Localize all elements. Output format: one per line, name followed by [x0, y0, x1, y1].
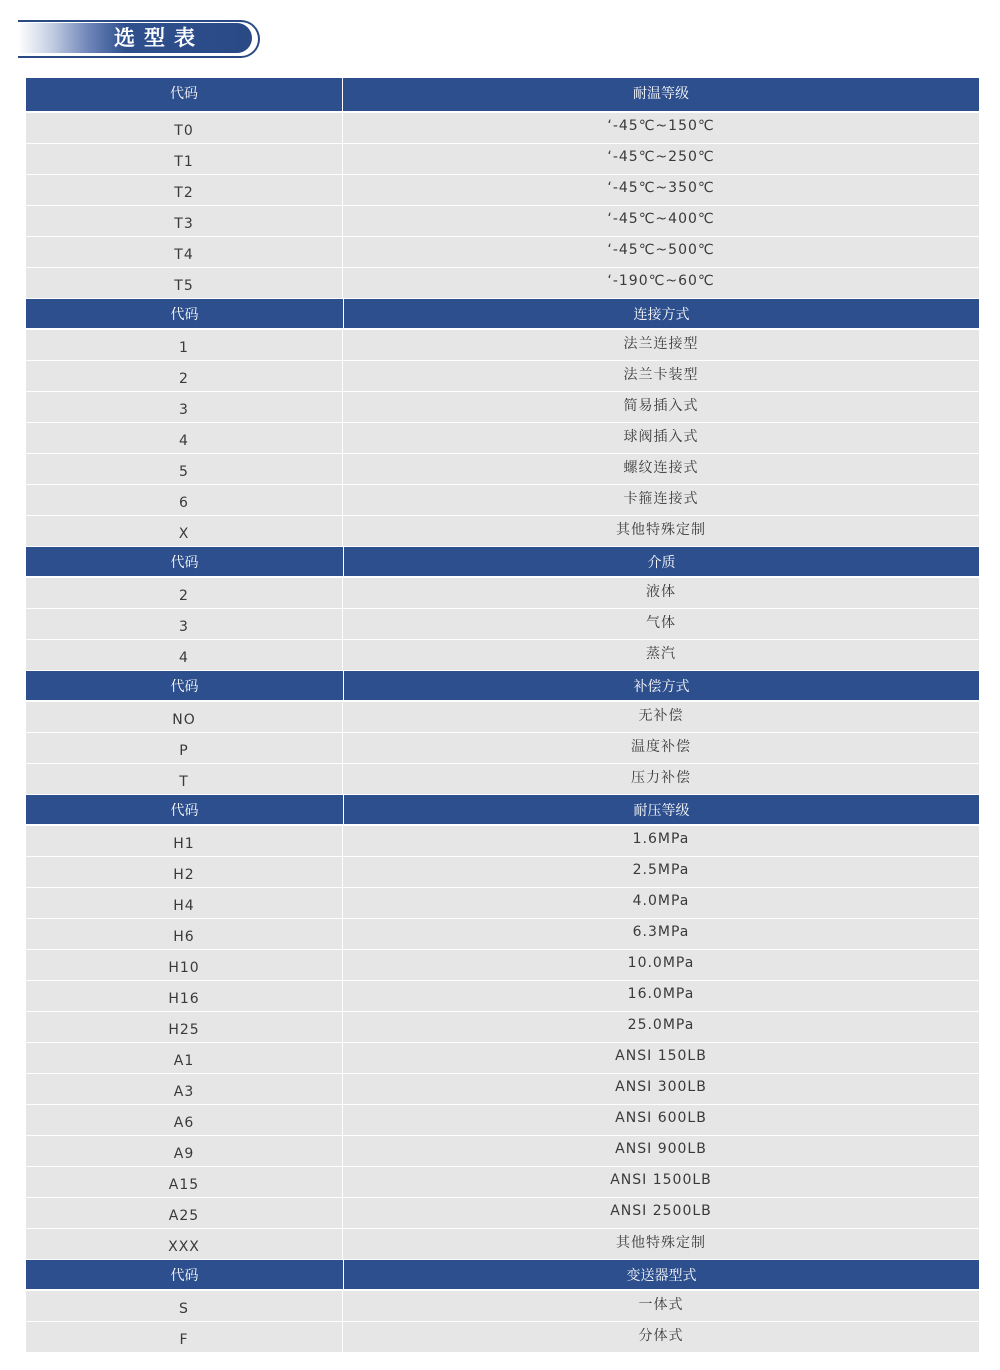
- table-row: [26, 1105, 979, 1135]
- row-value: 4.0MPa: [632, 893, 690, 909]
- row-value: 法兰连接型: [623, 336, 699, 352]
- row-code: H4: [26, 888, 343, 918]
- table-row: [26, 1229, 979, 1259]
- row-value: ‘-45℃~250℃: [607, 149, 715, 165]
- row-code: F: [26, 1322, 343, 1352]
- section-header: [26, 547, 979, 576]
- row-value: 气体: [646, 615, 676, 631]
- row-value: ‘-45℃~350℃: [607, 180, 715, 196]
- table-row: [26, 392, 979, 422]
- row-value: ANSI 600LB: [615, 1110, 707, 1126]
- row-code: H6: [26, 919, 343, 949]
- row-value: 球阀插入式: [623, 429, 699, 445]
- header-category-label: 变送器型式: [626, 1267, 697, 1284]
- row-value: 螺纹连接式: [623, 460, 699, 476]
- table-row: [26, 640, 979, 670]
- table-row: [26, 888, 979, 918]
- row-code: 5: [26, 454, 343, 484]
- row-value: 1.6MPa: [632, 831, 690, 847]
- row-value: 蒸汽: [646, 646, 676, 662]
- row-value: ‘-45℃~500℃: [607, 242, 715, 258]
- table-row: [26, 702, 979, 732]
- row-code: A6: [26, 1105, 343, 1135]
- table-row: [26, 175, 979, 205]
- row-value: 液体: [646, 584, 676, 600]
- row-code: NO: [26, 702, 343, 732]
- header-category-label: 补偿方式: [633, 678, 690, 695]
- row-code: S: [26, 1291, 343, 1321]
- table-row: [26, 423, 979, 453]
- table-row: [26, 1043, 979, 1073]
- row-value: ANSI 300LB: [615, 1079, 707, 1095]
- table-row: [26, 1198, 979, 1228]
- section-header: [26, 671, 979, 700]
- section-header: [26, 1260, 979, 1289]
- section-header: [26, 78, 979, 111]
- row-code: T1: [26, 144, 343, 174]
- table-row: [26, 516, 979, 546]
- row-code: H25: [26, 1012, 343, 1042]
- page-title: 选型表: [114, 26, 204, 50]
- header-category-label: 连接方式: [633, 306, 690, 323]
- row-code: T5: [26, 268, 343, 298]
- table-row: [26, 578, 979, 608]
- table-row: [26, 919, 979, 949]
- table-row: [26, 950, 979, 980]
- row-code: A1: [26, 1043, 343, 1073]
- table-row: [26, 1012, 979, 1042]
- row-value: ANSI 1500LB: [610, 1172, 712, 1188]
- title-banner: [18, 20, 262, 58]
- row-code: A9: [26, 1136, 343, 1166]
- section-header: [26, 795, 979, 824]
- row-value: 卡箍连接式: [623, 491, 699, 507]
- row-value: 分体式: [638, 1328, 684, 1344]
- row-code: P: [26, 733, 343, 763]
- row-value: ‘-45℃~400℃: [607, 211, 715, 227]
- row-value: 其他特殊定制: [616, 1235, 706, 1251]
- row-value: 温度补偿: [631, 739, 691, 755]
- row-code: 2: [26, 361, 343, 391]
- header-category-label: 耐温等级: [633, 86, 689, 102]
- row-value: 简易插入式: [623, 398, 699, 414]
- header-category-label: 介质: [647, 554, 676, 571]
- row-code: H2: [26, 857, 343, 887]
- row-value: 2.5MPa: [632, 862, 690, 878]
- table-row: [26, 1291, 979, 1321]
- row-code: T3: [26, 206, 343, 236]
- row-value: 10.0MPa: [627, 955, 695, 971]
- row-value: 16.0MPa: [627, 986, 695, 1002]
- row-code: 1: [26, 330, 343, 360]
- row-value: 法兰卡装型: [623, 367, 699, 383]
- row-code: T0: [26, 113, 343, 143]
- row-code: T2: [26, 175, 343, 205]
- table-row: [26, 454, 979, 484]
- row-code: T: [26, 764, 343, 794]
- row-code: 4: [26, 640, 343, 670]
- row-code: H10: [26, 950, 343, 980]
- table-row: [26, 733, 979, 763]
- table-row: [26, 1322, 979, 1352]
- row-code: 6: [26, 485, 343, 515]
- row-value: ANSI 150LB: [615, 1048, 707, 1064]
- row-code: H1: [26, 826, 343, 856]
- header-code-label: 代码: [26, 1260, 344, 1289]
- row-value: ‘-45℃~150℃: [607, 118, 715, 134]
- row-value: 25.0MPa: [627, 1017, 695, 1033]
- row-value: 压力补偿: [631, 770, 691, 786]
- table-row: [26, 206, 979, 236]
- table-row: [26, 609, 979, 639]
- header-code-label: 代码: [26, 299, 344, 328]
- table-row: [26, 1167, 979, 1197]
- table-row: [26, 857, 979, 887]
- row-code: T4: [26, 237, 343, 267]
- table-row: [26, 485, 979, 515]
- row-value: 6.3MPa: [632, 924, 690, 940]
- row-code: A25: [26, 1198, 343, 1228]
- table-row: [26, 981, 979, 1011]
- row-code: 2: [26, 578, 343, 608]
- row-code: A3: [26, 1074, 343, 1104]
- table-row: [26, 237, 979, 267]
- table-row: [26, 764, 979, 794]
- row-value: ANSI 2500LB: [610, 1203, 712, 1219]
- row-value: 无补偿: [638, 708, 684, 724]
- section-header: [26, 299, 979, 328]
- table-row: [26, 330, 979, 360]
- table-row: [26, 113, 979, 143]
- table-row: [26, 268, 979, 298]
- header-category-label: 耐压等级: [633, 802, 690, 819]
- row-value: 其他特殊定制: [616, 522, 706, 538]
- row-code: 4: [26, 423, 343, 453]
- row-code: 3: [26, 609, 343, 639]
- row-value: 一体式: [638, 1297, 684, 1313]
- row-code: H16: [26, 981, 343, 1011]
- header-code-label: 代码: [26, 795, 344, 824]
- table-row: [26, 1136, 979, 1166]
- header-code-label: 代码: [26, 671, 344, 700]
- header-code-label: 代码: [26, 547, 344, 576]
- row-value: ‘-190℃~60℃: [607, 273, 715, 289]
- table-row: [26, 1074, 979, 1104]
- row-code: XXX: [26, 1229, 343, 1259]
- table-row: [26, 144, 979, 174]
- table-row: [26, 361, 979, 391]
- header-code-label: 代码: [26, 78, 343, 111]
- row-value: ANSI 900LB: [615, 1141, 707, 1157]
- row-code: X: [26, 516, 343, 546]
- selection-table: [26, 78, 979, 1352]
- table-row: [26, 826, 979, 856]
- row-code: 3: [26, 392, 343, 422]
- row-code: A15: [26, 1167, 343, 1197]
